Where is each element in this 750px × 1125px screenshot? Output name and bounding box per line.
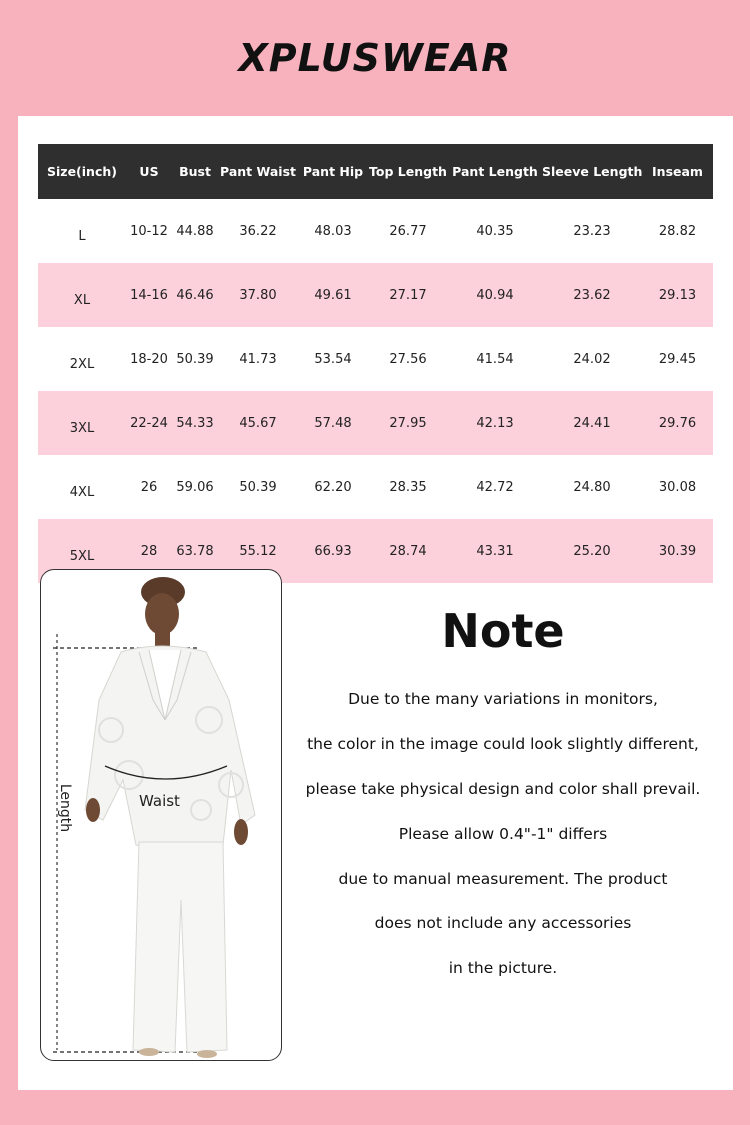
table-cell: 40.94 [448,263,542,327]
header-cell: Pant Waist [218,144,298,199]
size-cell: 2XL [69,356,95,372]
table-cell: 46.46 [172,263,218,327]
table-cell: 41.73 [239,351,277,367]
header-cell: Inseam [642,144,713,199]
table-cell: 42.13 [448,391,542,455]
header-cell: Size(inch) [38,144,126,199]
size-table [38,144,713,583]
table-cell: 10-12 [130,223,168,239]
table-cell: 37.80 [218,263,298,327]
table-cell: 48.03 [314,223,352,239]
table-cell: 42.72 [476,479,514,495]
header-cell: Sleeve Length [542,144,642,199]
table-cell: 23.23 [573,223,611,239]
table-cell: 14-16 [126,263,172,327]
note-line: does not include any accessories [374,914,632,932]
note-line: the color in the image could look slightly different, [307,735,699,753]
note-title: Note [441,604,565,658]
table-cell: 50.39 [239,479,277,495]
table-cell: 30.08 [658,479,697,495]
table-cell: 29.45 [658,351,697,367]
table-row [38,263,713,327]
table-cell: 29.13 [642,263,713,327]
table-cell: 54.33 [172,391,218,455]
table-cell: 25.20 [542,519,642,583]
table-cell: 55.12 [218,519,298,583]
table-row [38,327,713,391]
table-cell: 29.76 [642,391,713,455]
header-cell: US [126,144,172,199]
table-row [38,455,713,519]
waist-label: Waist [139,792,180,810]
size-chart-card [18,116,733,1090]
table-cell: 44.88 [176,223,214,239]
table-cell: 28.35 [389,479,427,495]
size-cell: L [78,228,86,244]
model-measurement-figure [40,569,282,1061]
table-cell: 27.56 [389,351,427,367]
header-cell: Pant Hip [298,144,368,199]
length-label: Length [57,783,73,833]
header-cell: Top Length [368,144,448,199]
table-cell: 66.93 [298,519,368,583]
table-cell: 36.22 [239,223,277,239]
table-cell: 27.95 [368,391,448,455]
table-cell: 45.67 [218,391,298,455]
table-cell: 22-24 [126,391,172,455]
table-cell: 24.80 [573,479,611,495]
size-cell: 3XL [38,391,126,455]
table-cell: 24.41 [542,391,642,455]
table-cell: 28.74 [368,519,448,583]
note-line: in the picture. [448,959,558,977]
table-cell: 23.62 [542,263,642,327]
table-cell: 62.20 [314,479,352,495]
size-cell: XL [38,263,126,327]
table-cell: 59.06 [176,479,214,495]
note-line: Due to the many variations in monitors, [348,690,658,708]
table-cell: 63.78 [172,519,218,583]
table-cell: 43.31 [448,519,542,583]
size-cell: 4XL [69,484,95,500]
table-cell: 40.35 [476,223,514,239]
model-illustration [41,570,281,1060]
table-cell: 49.61 [298,263,368,327]
table-cell: 26 [140,479,158,495]
header-cell: Pant Length [448,144,542,199]
table-cell: 28.82 [658,223,697,239]
header-cell: Bust [172,144,218,199]
note-line: Please allow 0.4"-1" differs [398,825,608,843]
table-cell: 28 [126,519,172,583]
table-cell: 18-20 [130,351,168,367]
table-header-row [38,144,713,199]
table-cell: 30.39 [642,519,713,583]
table-row [38,391,713,455]
note-line: due to manual measurement. The product [338,870,668,888]
note-line: please take physical design and color shall prevail. [305,780,701,798]
brand-logo: XPLUSWEAR [238,36,512,80]
size-cell: 5XL [38,519,126,583]
table-cell: 27.17 [368,263,448,327]
table-cell: 50.39 [176,351,214,367]
table-row [38,199,713,263]
table-cell: 53.54 [314,351,352,367]
table-cell: 57.48 [298,391,368,455]
table-cell: 41.54 [476,351,514,367]
table-cell: 24.02 [573,351,611,367]
table-cell: 26.77 [389,223,427,239]
